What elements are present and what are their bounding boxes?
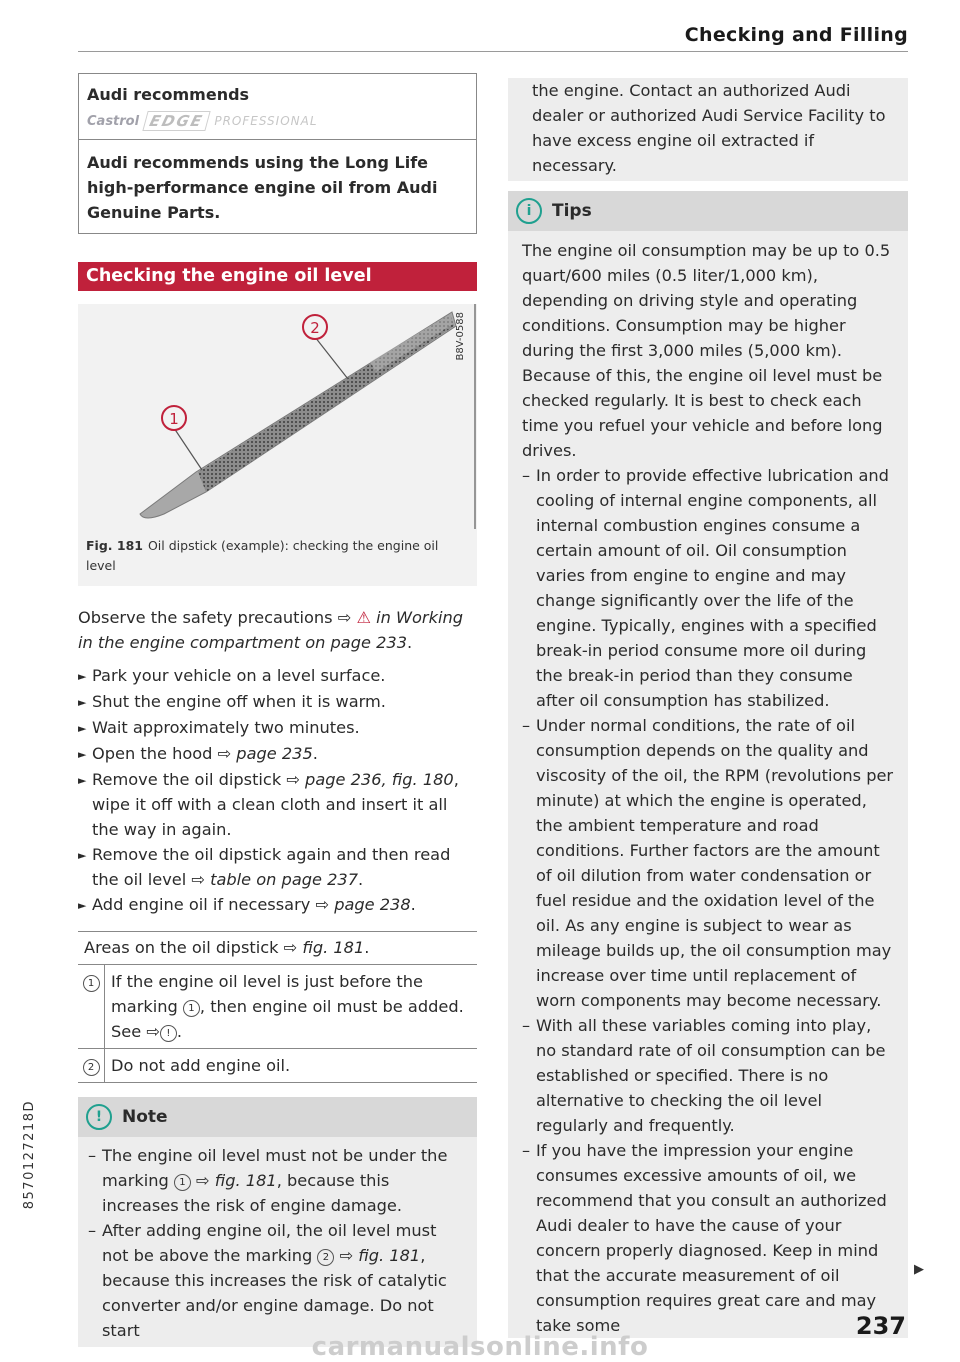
triangle-bullet-icon: ► <box>78 670 87 683</box>
safety-link[interactable]: in Working in the engine compartment on page 233 <box>78 608 463 652</box>
header-rule <box>78 51 908 52</box>
step-ref[interactable]: page 238 <box>334 895 411 914</box>
steps-list <box>78 663 477 918</box>
triangle-bullet-icon: ► <box>78 722 87 735</box>
exclamation-icon: ! <box>86 1104 112 1130</box>
triangle-bullet-icon: ► <box>78 774 87 787</box>
recommend-title: Audi recommends <box>87 85 250 104</box>
recommend-box <box>78 73 477 234</box>
marker-1: 1 <box>83 975 100 992</box>
continue-arrow-icon: ▶ <box>914 1262 924 1277</box>
figure <box>78 304 477 586</box>
step-item: ► Park your vehicle on a level surface. <box>78 663 477 689</box>
note-box <box>78 1097 477 1347</box>
areas-ref[interactable]: fig. 181 <box>302 938 365 957</box>
callout-1-label: 1 <box>169 410 179 428</box>
step-item: ► Shut the engine off when it is warm. <box>78 689 477 715</box>
running-head: Checking and Filling <box>684 24 908 46</box>
step-ref[interactable]: page 236, fig. 180 <box>305 770 454 789</box>
triangle-bullet-icon: ► <box>78 696 87 709</box>
section-title: Checking the engine oil level <box>78 262 477 291</box>
triangle-bullet-icon: ► <box>78 849 87 862</box>
note-title: Note <box>122 1107 168 1127</box>
tip-item: – If you have the impression your engine consumes excessive amounts of oil, we recommend that you consult an authorized Audi dealer to have the cause of your concern properly diagnosed. Keep in mind that the accurate measurement of oil consumption requires great care and may take some <box>522 1141 887 1335</box>
watermark: carmanualsonline.info <box>311 1332 649 1362</box>
page-number: 237 <box>855 1312 906 1340</box>
tip-item: – With all these variables coming into play, no standard rate of oil consumption can be established or specified. There is no alternative to checking the oil level regularly and frequently. <box>522 1016 886 1135</box>
side-code: 8570127218D <box>22 1100 37 1210</box>
dipstick-illustration <box>78 304 477 529</box>
note-item: – After adding engine oil, the oil level must not be above the marking 2 ⇨ fig. 181, because this increases the risk of catalytic converter and/or engine damage. Do not start <box>88 1221 447 1340</box>
tips-box <box>508 191 908 1338</box>
marker-2: 2 <box>83 1059 100 1076</box>
step-item: ► Remove the oil dipstick ⇨ page 236, fig. 180, wipe it off with a clean cloth and insert it all the way in again. <box>78 767 477 842</box>
area-row-1: 1 If the engine oil level is just before the marking 1 , then engine oil must be added. See ⇨ ! . <box>78 965 477 1049</box>
triangle-bullet-icon: ► <box>78 899 87 912</box>
note-item: – The engine oil level must not be under the marking 1 ⇨ fig. 181, because this increases the risk of engine damage. <box>88 1146 448 1215</box>
step-item: ► Remove the oil dipstick again and then read the oil level ⇨ table on page 237. <box>78 842 477 892</box>
logo-professional: PROFESSIONAL <box>214 114 318 128</box>
tips-intro: The engine oil consumption may be up to 0.5 quart/600 miles (0.5 liter/1,000 km), depending on driving style and operating conditions. Consumption may be higher during the first 3,000 miles (5,000 km). Because of this, the engine oil level must be checked regularly. It is best to check each time you refuel your vehicle and before long drives. <box>522 241 891 460</box>
figure-caption <box>78 529 477 586</box>
warning-icon: ⚠ <box>356 608 371 627</box>
recommend-body: Audi recommends using the Long Life high-performance engine oil from Audi Genuine Parts. <box>87 153 438 222</box>
area-row-2: 2 Do not add engine oil. <box>78 1049 477 1082</box>
tip-item: – Under normal conditions, the rate of oil consumption depends on the quality and viscosity of the oil, the RPM (revolutions per minute) at which the engine is operated, the ambient temperature and road conditions. Further factors are the amount of oil dilution from water condensation or fuel residue and the oxidation level of the oil. As any engine is subject to wear as mileage builds up, the oil consumption may increase over time until replacement of worn components may become necessary. <box>522 716 894 1010</box>
caption-label: Fig. 181 <box>86 538 143 553</box>
triangle-bullet-icon: ► <box>78 748 87 761</box>
tip-item: – In order to provide effective lubrication and cooling of internal engine components, all internal combustion engines consume a certain amount of oil. Oil consumption varies from engine to engine and may change significantly over the life of the engine. Typically, engines with a specified break-in period consume more oil during the break-in period than they consume after oil consumption has stabilized. <box>522 466 889 710</box>
info-icon: i <box>516 198 542 224</box>
tips-title: Tips <box>552 201 592 221</box>
note-ref-icon: ! <box>160 1025 177 1042</box>
callout-2-label: 2 <box>310 319 320 337</box>
dipstick-image <box>78 304 477 529</box>
callout-1 <box>162 406 186 430</box>
logo-edge: EDGE <box>142 111 211 131</box>
step-item: ► Add engine oil if necessary ⇨ page 238. <box>78 892 477 918</box>
caption-text: Oil dipstick (example): checking the engine oil level <box>86 538 439 573</box>
right-column <box>508 78 908 1338</box>
note-continued: the engine. Contact an authorized Audi dealer or authorized Audi Service Facility to have excess engine oil extracted if necessary. <box>508 78 908 181</box>
step-item: ► Wait approximately two minutes. <box>78 715 477 741</box>
tips-list <box>522 463 894 1338</box>
callout-2 <box>303 315 327 339</box>
logo-castrol: Castrol <box>87 113 140 129</box>
left-column <box>78 73 477 1347</box>
step-ref[interactable]: page 235 <box>236 744 313 763</box>
step-item: ► Open the hood ⇨ page 235. <box>78 741 477 767</box>
safety-intro: Observe the safety precautions ⇨ ⚠ in Working in the engine compartment on page 233. <box>78 608 463 652</box>
figure-code: B8V-0588 <box>455 312 466 361</box>
step-ref[interactable]: table on page 237 <box>210 870 359 889</box>
areas-head: Areas on the oil dipstick ⇨ fig. 181. <box>78 932 477 965</box>
areas-table <box>78 931 477 1083</box>
castrol-edge-logo <box>87 110 468 132</box>
